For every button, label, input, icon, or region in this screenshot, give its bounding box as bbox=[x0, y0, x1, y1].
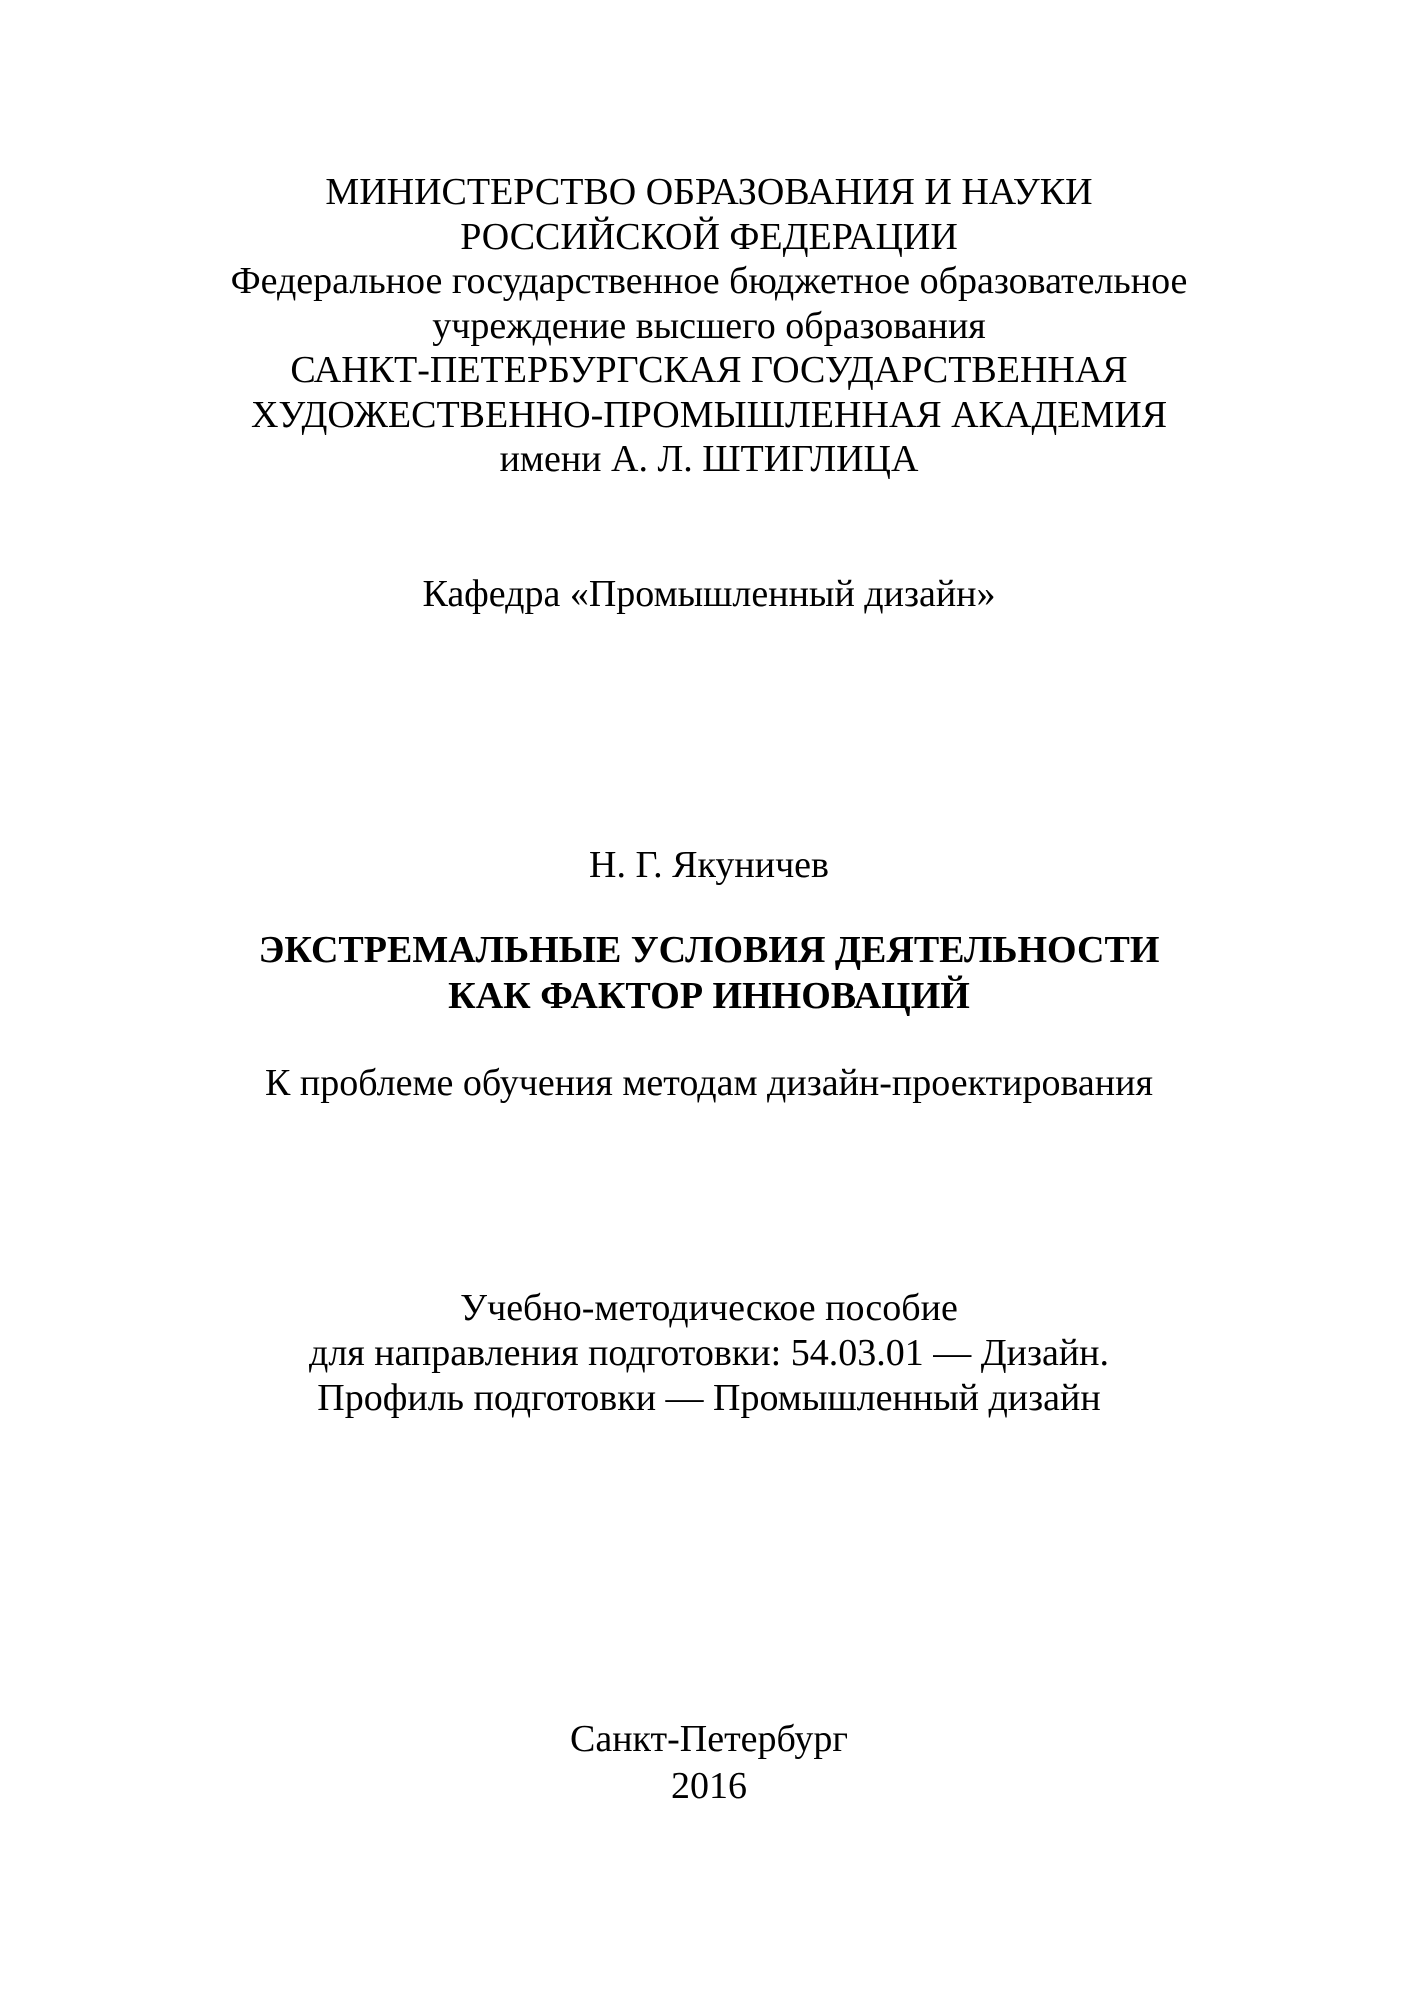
purpose-line-3: Профиль подготовки — Промышленный дизайн bbox=[317, 1377, 1101, 1419]
ministry-line-1: МИНИСТЕРСТВО ОБРАЗОВАНИЯ И НАУКИ bbox=[325, 171, 1093, 213]
purpose-line-2: для направления подготовки: 54.03.01 — Дизайн. bbox=[308, 1332, 1110, 1374]
institution-type-line-1: Федеральное государственное бюджетное образовательное bbox=[230, 260, 1188, 302]
ministry-line-2: РОССИЙСКОЙ ФЕДЕРАЦИИ bbox=[460, 215, 958, 258]
institution-type-line-2: учреждение высшего образования bbox=[432, 304, 986, 347]
department: Кафедра «Промышленный дизайн» bbox=[422, 573, 996, 615]
academy-name-line-1: САНКТ-ПЕТЕРБУРГСКАЯ ГОСУДАРСТВЕННАЯ bbox=[290, 349, 1128, 391]
author-name: Н. Г. Якуничев bbox=[589, 844, 829, 886]
imprint-city: Санкт-Петербург bbox=[569, 1718, 849, 1760]
imprint bbox=[0, 1716, 1418, 1810]
purpose-line-1: Учебно-методическое пособие bbox=[460, 1287, 958, 1329]
academy-name-line-2: ХУДОЖЕСТВЕННО-ПРОМЫШЛЕННАЯ АКАДЕМИЯ bbox=[250, 393, 1168, 436]
book-title-line-1: ЭКСТРЕМАЛЬНЫЕ УСЛОВИЯ ДЕЯТЕЛЬНОСТИ bbox=[258, 929, 1160, 971]
book-title-line-2: КАК ФАКТОР ИННОВАЦИЙ bbox=[448, 975, 970, 1017]
institution-header bbox=[0, 170, 1418, 482]
academy-name-line-3: имени А. Л. ШТИГЛИЦА bbox=[499, 438, 919, 480]
book-subtitle: К проблеме обучения методам дизайн-проектирования bbox=[265, 1062, 1153, 1104]
book-title bbox=[0, 927, 1418, 1019]
publication-purpose bbox=[0, 1286, 1418, 1421]
imprint-year: 2016 bbox=[671, 1765, 747, 1807]
